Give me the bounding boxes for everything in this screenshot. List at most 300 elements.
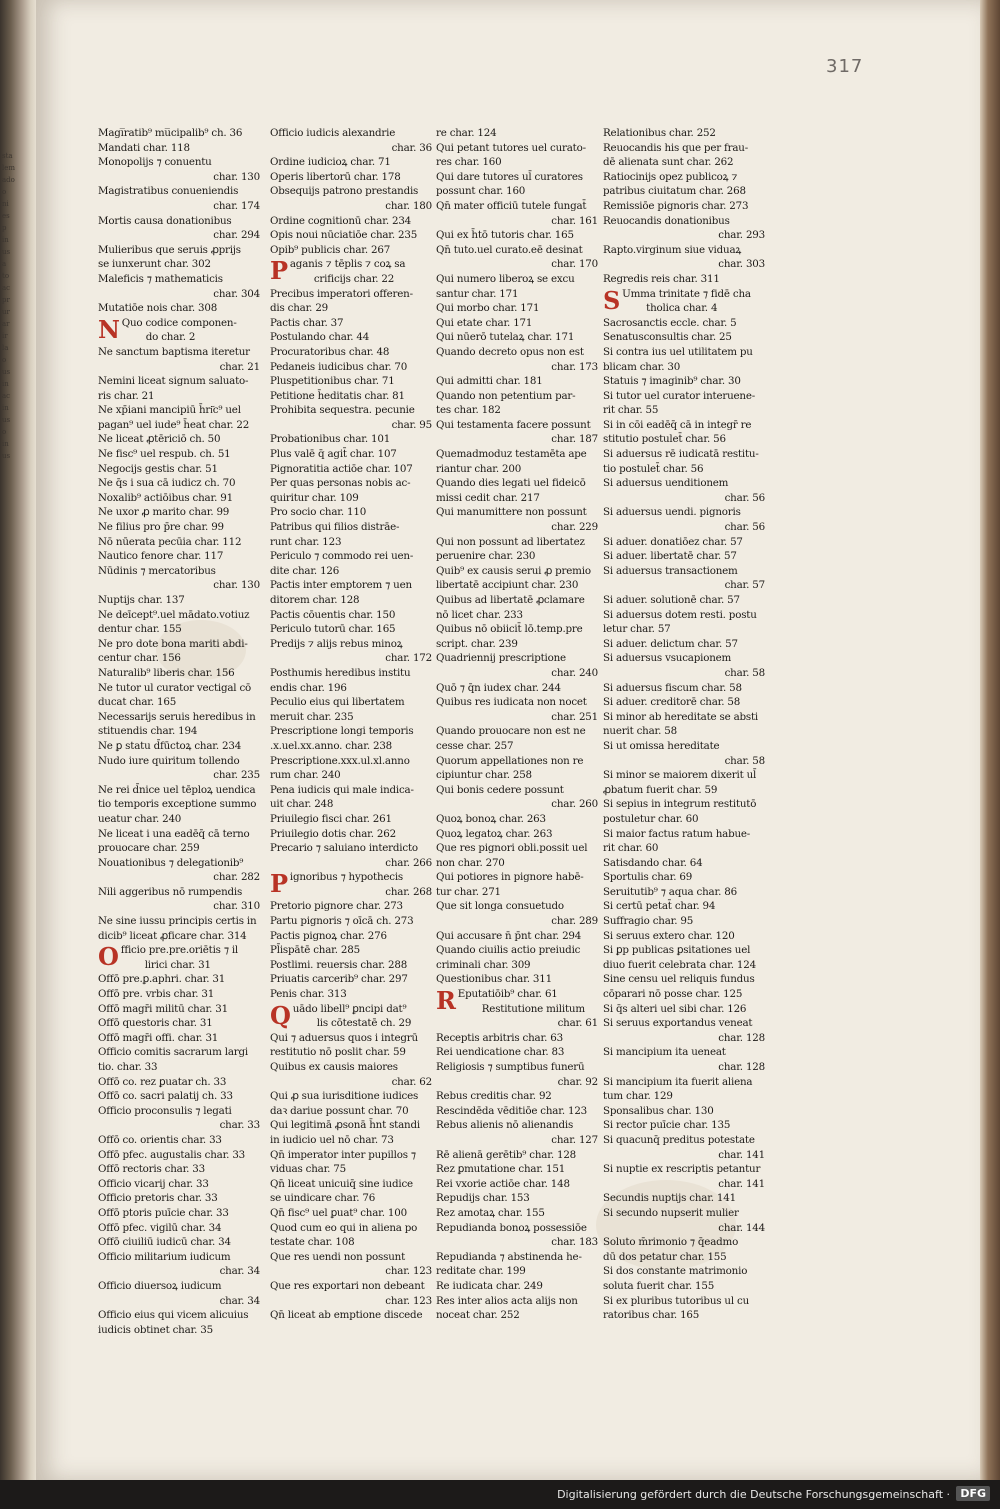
- margin-fragment: ar: [2, 320, 10, 328]
- index-entry-line: Pactis char. 37: [270, 316, 344, 329]
- index-entry-line: Partu pignoris ⁊ oīcā ch. 273: [270, 915, 414, 928]
- index-entry-line: dentur char. 155: [98, 623, 182, 636]
- index-entry-line: char. 95: [391, 418, 432, 431]
- index-entry-line: Qui nūerō tutelaꝝ char. 171: [436, 331, 575, 344]
- index-entry-line: Qui ⁊ aduersus quos i integrū: [270, 1031, 418, 1044]
- margin-fragment: in: [2, 380, 9, 388]
- index-entry-line: Postulando char. 44: [270, 331, 370, 344]
- index-entry-line: se iunxerunt char. 302: [98, 258, 211, 271]
- index-entry-line: Posthumis heredibus institu: [270, 666, 411, 679]
- index-entry-line: ueatur char. 240: [98, 812, 182, 825]
- index-entry-line: Priuilegio dotis char. 262: [270, 827, 396, 840]
- index-entry-line: char. 141: [718, 1148, 765, 1161]
- index-entry-line: Mulieribus que seruis ꝓprijs: [98, 243, 241, 256]
- index-entry-line: char. 62: [391, 1075, 432, 1088]
- index-entry-line: char. 172: [385, 652, 432, 665]
- index-entry-line: Offō co. rez ꝑuatar ch. 33: [98, 1075, 227, 1088]
- index-entry-line: Offō pfec. augustalis char. 33: [98, 1148, 246, 1161]
- index-entry-line: centur char. 156: [98, 652, 181, 665]
- index-entry-line: Satisdando char. 64: [603, 856, 703, 869]
- index-entry-line: char. 36: [391, 141, 432, 154]
- index-entry-line: cipiuntur char. 258: [436, 769, 532, 782]
- index-entry-line: Quando decreto opus non est: [436, 345, 584, 358]
- index-entry-line: Si ex pluribus tutoribus ul cu: [603, 1294, 750, 1307]
- margin-fragment: in: [2, 404, 9, 412]
- index-entry-line: meruit char. 235: [270, 710, 354, 723]
- index-entry-line: ris char. 21: [98, 389, 155, 402]
- index-entry-line: Sponsalibus char. 130: [603, 1104, 714, 1117]
- index-entry-line: Si nuptie ex rescriptis petantur: [603, 1163, 761, 1176]
- index-section-start: [290, 257, 436, 272]
- index-entry-line: char. 56: [724, 521, 765, 534]
- index-entry-line: noceat char. 252: [436, 1309, 520, 1322]
- index-entry-line: char. 141: [718, 1177, 765, 1190]
- index-entry-line: Periculo ⁊ commodo rei uen-: [270, 550, 414, 563]
- index-entry-line: Ne rei d̄nice uel tēploꝝ uendica: [98, 783, 256, 796]
- index-entry-text: aganis ⁊ tēplis ⁊ coꝝ sa: [289, 258, 406, 271]
- index-entry-line: char. 170: [551, 258, 598, 271]
- page-edge: [980, 0, 1000, 1509]
- index-entry-line: prouocare char. 259: [98, 842, 200, 855]
- index-entry-line: dū dos petatur char. 155: [603, 1250, 727, 1263]
- red-initial-letter: P: [270, 256, 288, 286]
- index-entry-line: Nūdinis ⁊ mercatoribus: [98, 564, 216, 577]
- index-entry-line: patribus ciuitatum char. 268: [603, 185, 746, 198]
- margin-fragment: ado: [2, 176, 15, 184]
- index-entry-line: char. 251: [551, 710, 598, 723]
- index-column-4: [603, 126, 769, 1323]
- index-entry-line: Secundis nuptijs char. 141: [603, 1192, 736, 1205]
- index-entry-line: ꝓbatum fuerit char. 59: [603, 783, 718, 796]
- index-entry-line: char. 187: [551, 433, 598, 446]
- index-entry-line: Pactis pignoꝝ char. 276: [270, 929, 387, 942]
- index-entry-line: Religiosis ⁊ sumptibus funerū: [436, 1061, 585, 1073]
- index-entry-line: Mortis causa donationibus: [98, 214, 232, 227]
- index-entry-line: tes char. 182: [436, 404, 501, 417]
- index-entry-line: Ne sanctum baptisma iteretur: [98, 345, 250, 358]
- margin-fragment: ac: [2, 284, 11, 292]
- index-entry-line: Pretorio pignore char. 273: [270, 900, 403, 913]
- index-entry-line: Magistratibus conueniendis: [98, 185, 239, 198]
- index-entry-line: Rebus creditis char. 92: [436, 1090, 552, 1103]
- index-entry-line: ratoribus char. 165: [603, 1309, 700, 1322]
- index-entry-line: uit char. 248: [270, 798, 334, 811]
- index-entry-line: Repudianda ⁊ abstinenda he-: [436, 1250, 582, 1263]
- index-entry-line: Ne liceat ꝓtēriciō ch. 50: [98, 433, 221, 446]
- index-entry-line: dicib⁹ liceat ꝓficare char. 314: [98, 929, 247, 942]
- index-entry-line: crificijs char. 22: [313, 272, 395, 285]
- index-entry-line: char. 235: [213, 769, 260, 782]
- index-entry-line: Soluto m̄rimonio ⁊ q̄eadmo: [603, 1236, 739, 1249]
- index-entry-line: Qui dare tutores ul̄ curatores: [436, 170, 583, 183]
- index-entry-line: Si aduer. donatiōez char. 57: [603, 535, 743, 548]
- index-section-start: [622, 287, 769, 302]
- index-entry-line: Sacrosanctis eccle. char. 5: [603, 316, 737, 329]
- index-entry-line: Rei uendicatione char. 83: [436, 1046, 565, 1059]
- index-entry-line: cesse char. 257: [436, 739, 514, 752]
- index-entry-line: reditate char. 199: [436, 1265, 526, 1278]
- index-entry-line: Ne uxor ꝓ marito char. 99: [98, 506, 230, 519]
- index-entry-line: Si minor ab hereditate se absti: [603, 710, 759, 723]
- margin-fragment: us: [2, 452, 11, 460]
- index-entry-line: Qn̄ tuto.uel curato.eē desinat: [436, 243, 583, 256]
- index-entry-line: tum char. 129: [603, 1090, 673, 1103]
- index-entry-line: Plus valē q̄ agit̄ char. 107: [270, 448, 397, 461]
- index-entry-line: Precibus imperatori offeren-: [270, 287, 413, 300]
- index-entry-line: char. 303: [718, 258, 765, 271]
- margin-fragment: a: [2, 260, 7, 268]
- index-entry-line: Nemini liceat signum saluato-: [98, 375, 249, 388]
- index-entry-line: Questionibus char. 311: [436, 973, 552, 986]
- index-entry-line: Ne xp̄iani mancipiū h̄ri͂c⁹ uel: [98, 404, 241, 417]
- index-entry-line: Ne ꝑ statu d̄fūctoꝝ char. 234: [98, 739, 242, 752]
- index-entry-line: Si aduersus fiscum char. 58: [603, 681, 742, 694]
- index-entry-line: Qui manumittere non possunt: [436, 506, 587, 519]
- index-entry-line: Si secundo nupserit mulier: [603, 1206, 739, 1219]
- index-entry-line: char. 127: [551, 1133, 598, 1146]
- index-entry-line: Pl̄ispātē char. 285: [270, 944, 360, 957]
- index-entry-line: Si certū petat̄ char. 94: [603, 900, 716, 913]
- index-entry-line: char. 33: [219, 1119, 260, 1132]
- index-entry-line: Nō nūerata pecūia char. 112: [98, 535, 242, 548]
- index-entry-line: Si dos constante matrimonio: [603, 1265, 748, 1278]
- index-entry-line: Pro socio char. 110: [270, 506, 367, 519]
- index-entry-line: Pena iudicis qui male indica-: [270, 783, 414, 796]
- index-entry-line: Negocijs gestis char. 51: [98, 462, 218, 475]
- index-entry-line: Quadriennij prescriptione: [436, 652, 566, 665]
- index-entry-line: Qui morbo char. 171: [436, 302, 540, 315]
- index-entry-line: Probationibus char. 101: [270, 433, 391, 446]
- index-entry-line: Quō ⁊ q̄n iudex char. 244: [436, 681, 561, 694]
- margin-fragment: in: [2, 236, 9, 244]
- index-entry-line: lis cōtestatē ch. 29: [316, 1017, 412, 1030]
- index-entry-line: Seruitutib⁹ ⁊ aqua char. 86: [603, 885, 737, 898]
- index-entry-line: Suffragio char. 95: [603, 915, 694, 928]
- index-entry-line: stituendis char. 194: [98, 725, 198, 738]
- index-entry-line: Qui legitimā ꝓsonā h̄nt standi: [270, 1119, 420, 1132]
- red-initial-letter: P: [270, 869, 288, 899]
- index-entry-line: Qui potiores in pignore habē-: [436, 871, 584, 884]
- margin-fragment: es: [2, 212, 10, 220]
- index-entry-line: char. 294: [213, 229, 260, 242]
- index-entry-line: char. 240: [551, 666, 598, 679]
- index-entry-line: Qui testamenta facere possunt: [436, 418, 591, 431]
- index-entry-line: rit char. 55: [603, 404, 659, 417]
- index-entry-line: Remissiōe pignoris char. 273: [603, 199, 749, 212]
- index-entry-line: Ordine cognitionū char. 234: [270, 214, 412, 227]
- index-entry-line: char. 128: [718, 1061, 765, 1073]
- index-entry-line: Sportulis char. 69: [603, 871, 693, 884]
- index-entry-line: pagan⁹ uel iude⁹ h̄eat char. 22: [98, 418, 250, 431]
- index-entry-line: Nouationibus ⁊ delegationib⁹: [98, 856, 244, 869]
- index-entry-line: Si seruus exportandus veneat: [603, 1017, 753, 1030]
- index-entry-line: Si in cōi eadēq̄ cā in integr̄ re: [603, 418, 752, 431]
- index-entry-line: Si aduersus uenditionem: [603, 477, 729, 490]
- index-entry-line: Postlimi. reuersis char. 288: [270, 958, 408, 971]
- index-entry-line: Noxalib⁹ actiōibus char. 91: [98, 491, 233, 504]
- index-entry-line: Nautico fenore char. 117: [98, 550, 224, 563]
- index-entry-line: Qn̄ liceat unicuiq̄ sine iudice: [270, 1177, 413, 1190]
- index-entry-line: Quoꝝ legatoꝝ char. 263: [436, 827, 553, 840]
- index-section-start: [293, 1002, 436, 1017]
- index-entry-line: Repudianda bonoꝝ possessiōe: [436, 1221, 587, 1234]
- index-entry-line: Mandati char. 118: [98, 141, 190, 154]
- margin-fragment: o: [2, 428, 7, 436]
- index-entry-line: char. 123: [385, 1265, 432, 1278]
- margin-fragment: o: [2, 356, 7, 364]
- margin-fragment: us: [2, 368, 11, 376]
- index-entry-line: Si aduer. creditorē char. 58: [603, 696, 741, 709]
- red-initial-letter: Q: [270, 1000, 291, 1030]
- index-entry-line: Qui ꝓ sua iurisditione iudices: [270, 1090, 419, 1103]
- index-entry-line: Restitutione militum: [481, 1002, 585, 1015]
- index-entry-line: Pluspetitionibus char. 71: [270, 375, 395, 388]
- index-section-start: [121, 943, 264, 958]
- index-entry-line: Quando prouocare non est ne: [436, 725, 586, 738]
- red-initial-letter: R: [436, 986, 456, 1016]
- index-entry-line: Periculo tutorū char. 165: [270, 623, 396, 636]
- index-entry-line: char. 130: [213, 579, 260, 592]
- index-entry-line: script. char. 239: [436, 637, 518, 650]
- index-entry-line: Quando dies legati uel fideicō: [436, 477, 586, 490]
- index-entry-line: Pedaneis iudicibus char. 70: [270, 360, 408, 373]
- margin-fragment: ni: [2, 200, 9, 208]
- margin-fragment: sta: [2, 152, 13, 160]
- index-entry-line: Penis char. 313: [270, 988, 347, 1001]
- previous-page-fragments: [2, 150, 32, 570]
- dfg-logo: DFG: [956, 1486, 990, 1501]
- index-entry-line: postuletur char. 60: [603, 812, 699, 825]
- index-entry-line: dis char. 29: [270, 302, 329, 315]
- red-initial-letter: S: [603, 285, 621, 315]
- index-entry-line: Si ut omissa hereditate: [603, 739, 720, 752]
- index-entry-line: Pactis inter emptorem ⁊ uen: [270, 579, 412, 592]
- index-entry-line: cōparari nō posse char. 125: [603, 988, 743, 1001]
- index-entry-line: Quibus ex causis maiores: [270, 1061, 398, 1073]
- margin-fragment: us: [2, 416, 11, 424]
- index-entry-line: ditorem char. 128: [270, 594, 360, 606]
- index-entry-line: tur char. 271: [436, 885, 501, 898]
- index-entry-line: Petitione h̄editatis char. 81: [270, 389, 405, 402]
- index-entry-line: diuo fuerit celebrata char. 124: [603, 958, 756, 971]
- index-entry-line: Quorum appellationes non re: [436, 754, 584, 767]
- index-entry-line: char. 293: [718, 229, 765, 242]
- index-entry-line: Si aduer. delictum char. 57: [603, 637, 738, 650]
- index-entry-line: Offō pfec. vigilū char. 34: [98, 1221, 222, 1234]
- index-entry-line: Patribus qui filios distrāe-: [270, 521, 400, 534]
- index-entry-line: Qn̄ liceat ab emptione discede: [270, 1309, 423, 1322]
- index-entry-line: Offō magr̄i offi. char. 31: [98, 1031, 219, 1044]
- index-entry-line: rit char. 60: [603, 842, 659, 855]
- index-entry-line: Qui numero liberoꝝ se excu: [436, 272, 575, 285]
- index-entry-line: rum char. 240: [270, 769, 341, 782]
- index-column-3: [436, 126, 602, 1323]
- index-entry-line: Ne tutor ul curator vectigal cō: [98, 681, 252, 694]
- index-entry-line: Regredis reis char. 311: [603, 272, 720, 285]
- index-entry-line: ducat char. 165: [98, 696, 177, 709]
- index-entry-line: Rapto.virginum siue viduaꝝ: [603, 243, 742, 256]
- index-entry-line: quiritur char. 109: [270, 491, 359, 504]
- index-entry-line: Offō rectoris char. 33: [98, 1163, 206, 1176]
- index-entry-line: Ne q̄s i sua cā iudicz ch. 70: [98, 477, 236, 490]
- index-entry-line: non char. 270: [436, 856, 505, 869]
- index-entry-line: dite char. 126: [270, 564, 340, 577]
- index-entry-line: Offō co. orientis char. 33: [98, 1133, 222, 1146]
- index-entry-line: se uindicare char. 76: [270, 1192, 376, 1205]
- index-entry-line: char. 123: [385, 1294, 432, 1307]
- index-entry-line: char. 56: [724, 491, 765, 504]
- index-entry-line: Officio pretoris char. 33: [98, 1192, 218, 1205]
- index-entry-line: stitutio postulet̄ char. 56: [603, 433, 726, 446]
- index-entry-line: santur char. 171: [436, 287, 519, 300]
- index-entry-line: Si tutor uel curator interuene-: [603, 389, 756, 402]
- index-entry-line: daꝛ dariue possunt char. 70: [270, 1104, 409, 1117]
- index-entry-text: Eputatiōib⁹ char. 61: [457, 988, 558, 1001]
- index-entry-line: Si q̄s alteri uel sibi char. 126: [603, 1002, 747, 1015]
- margin-fragment: o: [2, 188, 7, 196]
- index-entry-line: Officio comitis sacrarum largi: [98, 1046, 248, 1059]
- index-entry-line: Officio vicarij char. 33: [98, 1177, 209, 1190]
- index-entry-line: Prohibita sequestra. pecunie: [270, 404, 415, 417]
- red-initial-letter: N: [98, 314, 120, 344]
- index-entry-line: Receptis arbitris char. 63: [436, 1031, 563, 1044]
- index-entry-line: Procuratoribus char. 48: [270, 345, 390, 358]
- index-entry-line: Maleficis ⁊ mathematicis: [98, 272, 223, 285]
- index-entry-line: Necessarijs seruis heredibus in: [98, 710, 256, 723]
- index-entry-line: tio temporis exceptione summo: [98, 798, 257, 811]
- index-entry-line: Officio diuersoꝝ iudicum: [98, 1279, 222, 1292]
- index-entry-line: char. 229: [551, 521, 598, 534]
- index-entry-line: Monopolijs ⁊ conuentu: [98, 156, 212, 169]
- index-entry-line: Officio proconsulis ⁊ legati: [98, 1104, 232, 1117]
- index-entry-line: Rescindēda vēditiōe char. 123: [436, 1104, 588, 1117]
- index-entry-line: char. 130: [213, 170, 260, 183]
- index-entry-line: Si quacunq̄ preditus potestate: [603, 1133, 755, 1146]
- index-entry-line: Predijs ⁊ alijs rebus minoꝝ: [270, 637, 403, 650]
- index-entry-line: runt char. 123: [270, 535, 342, 548]
- index-entry-line: tio. char. 33: [98, 1061, 158, 1073]
- index-entry-line: char. 92: [557, 1075, 598, 1088]
- index-entry-line: char. 34: [219, 1294, 260, 1307]
- index-entry-line: Si aduer. solutionē char. 57: [603, 594, 740, 606]
- margin-fragment: p: [2, 224, 7, 232]
- index-entry-line: Si aduersus dotem resti. postu: [603, 608, 757, 621]
- index-entry-line: Quibus nō obiicit̄ lō.temp.pre: [436, 623, 583, 636]
- index-entry-line: char. 282: [213, 871, 260, 884]
- index-entry-line: char. 21: [219, 360, 260, 373]
- index-entry-line: Quibus ad libertatē ꝓclamare: [436, 594, 585, 606]
- index-entry-line: Quibus res iudicata non nocet: [436, 696, 587, 709]
- index-entry-line: Priuatis carcerib⁹ char. 297: [270, 973, 408, 986]
- index-entry-line: Qui non possunt ad libertatez: [436, 535, 585, 548]
- index-entry-text: Quo codice componen-: [121, 316, 237, 329]
- index-entry-line: Precario ⁊ saluiano interdicto: [270, 842, 418, 855]
- index-entry-line: tholica char. 4: [646, 302, 718, 315]
- margin-fragment: ir: [2, 332, 8, 340]
- index-entry-line: Pactis cōuentis char. 150: [270, 608, 396, 621]
- margin-fragment: to: [2, 272, 10, 280]
- index-entry-line: char. 57: [724, 579, 765, 592]
- index-entry-text: uādo libell⁹ ꝑncipi dat⁹: [292, 1002, 407, 1015]
- index-entry-line: Ordine iudicioꝝ char. 71: [270, 156, 391, 169]
- index-entry-line: Rez amotaꝝ char. 155: [436, 1206, 545, 1219]
- index-entry-line: do char. 2: [145, 331, 196, 344]
- index-entry-line: nō licet char. 233: [436, 608, 523, 621]
- index-entry-line: Si aduersus transactionem: [603, 564, 738, 577]
- index-entry-line: restitutio nō poslit char. 59: [270, 1046, 406, 1059]
- index-entry-line: viduas char. 75: [270, 1163, 347, 1176]
- index-entry-line: nuerit char. 58: [603, 725, 677, 738]
- index-entry-line: Res inter alios acta alijs non: [436, 1294, 578, 1307]
- index-entry-line: testate char. 108: [270, 1236, 355, 1249]
- index-entry-line: libertatē accipiunt char. 230: [436, 579, 579, 592]
- index-entry-line: peruenire char. 230: [436, 550, 536, 563]
- index-entry-line: Officio militarium iudicum: [98, 1250, 231, 1263]
- index-entry-line: Quod cum eo qui in aliena po: [270, 1221, 418, 1234]
- index-section-start: [122, 316, 264, 331]
- index-entry-line: Magi̅ratib⁹ mu̅cipalib⁹ ch. 36: [98, 127, 243, 139]
- index-entry-line: char. 58: [724, 666, 765, 679]
- index-entry-line: Si sepius in integrum restitutō: [603, 798, 757, 811]
- index-entry-line: Peculio eius qui libertatem: [270, 696, 405, 709]
- index-entry-line: Operis libertorū char. 178: [270, 170, 401, 183]
- index-entry-line: Officio eius qui vicem alicuius: [98, 1309, 249, 1322]
- index-entry-line: iudicis obtinet char. 35: [98, 1323, 213, 1336]
- index-entry-line: Si aduer. libertatē char. 57: [603, 550, 737, 563]
- folio-number: 317: [826, 56, 864, 77]
- index-entry-line: riantur char. 200: [436, 462, 522, 475]
- index-entry-line: dē alienata sunt char. 262: [603, 156, 734, 169]
- index-section-start: [458, 987, 602, 1002]
- index-entry-line: Qn̄ mater officiū tutele fungat̄: [436, 199, 587, 212]
- index-entry-line: char. 61: [557, 1017, 598, 1030]
- index-entry-line: endis char. 196: [270, 681, 347, 694]
- index-entry-line: Ne pro dote bona mariti abdi-: [98, 637, 248, 650]
- index-entry-line: criminali char. 309: [436, 958, 531, 971]
- margin-fragment: in: [2, 440, 9, 448]
- index-entry-line: possunt char. 160: [436, 185, 526, 198]
- index-entry-line: Si aduersus rē iudicatā restitu-: [603, 448, 759, 461]
- index-entry-line: Relationibus char. 252: [603, 127, 716, 139]
- index-entry-line: Si mancipium ita fuerit aliena: [603, 1075, 753, 1088]
- margin-fragment: ur: [2, 308, 10, 316]
- index-entry-line: char. 180: [385, 199, 432, 212]
- index-column-1: [98, 126, 264, 1337]
- index-entry-line: Qn̄ fisc⁹ uel ꝑuat⁹ char. 100: [270, 1206, 407, 1219]
- index-entry-line: letur char. 57: [603, 623, 671, 636]
- index-entry-line: char. 260: [551, 798, 598, 811]
- index-entry-line: blicam char. 30: [603, 360, 681, 373]
- index-entry-line: char. 34: [219, 1265, 260, 1278]
- index-entry-line: Quando non petentium par-: [436, 389, 576, 402]
- index-entry-line: Officio iudicis alexandrie: [270, 127, 396, 139]
- index-entry-line: Qui admitti char. 181: [436, 375, 543, 388]
- index-entry-line: Opis noui nūciatiōe char. 235: [270, 229, 418, 242]
- index-entry-line: Ne liceat i una eadēq̄ cā terno: [98, 827, 250, 840]
- index-entry-line: Qui bonis cedere possunt: [436, 783, 564, 796]
- index-entry-text: fficio pre.pre.oriētis ⁊ il: [120, 944, 239, 957]
- index-entry-line: Prescriptione.xxx.ul.xl.anno: [270, 754, 410, 767]
- index-entry-line: re char. 124: [436, 127, 497, 139]
- index-entry-line: Offō ptoris puīcie char. 33: [98, 1206, 229, 1219]
- index-entry-line: char. 161: [551, 214, 598, 227]
- index-column-2: [270, 126, 436, 1323]
- index-entry-line: char. 58: [724, 754, 765, 767]
- index-entry-line: char. 128: [718, 1031, 765, 1044]
- index-entry-line: res char. 160: [436, 156, 502, 169]
- index-entry-line: Rez ꝑmutatione char. 151: [436, 1163, 566, 1176]
- index-entry-line: Prescriptione longi temporis: [270, 725, 414, 738]
